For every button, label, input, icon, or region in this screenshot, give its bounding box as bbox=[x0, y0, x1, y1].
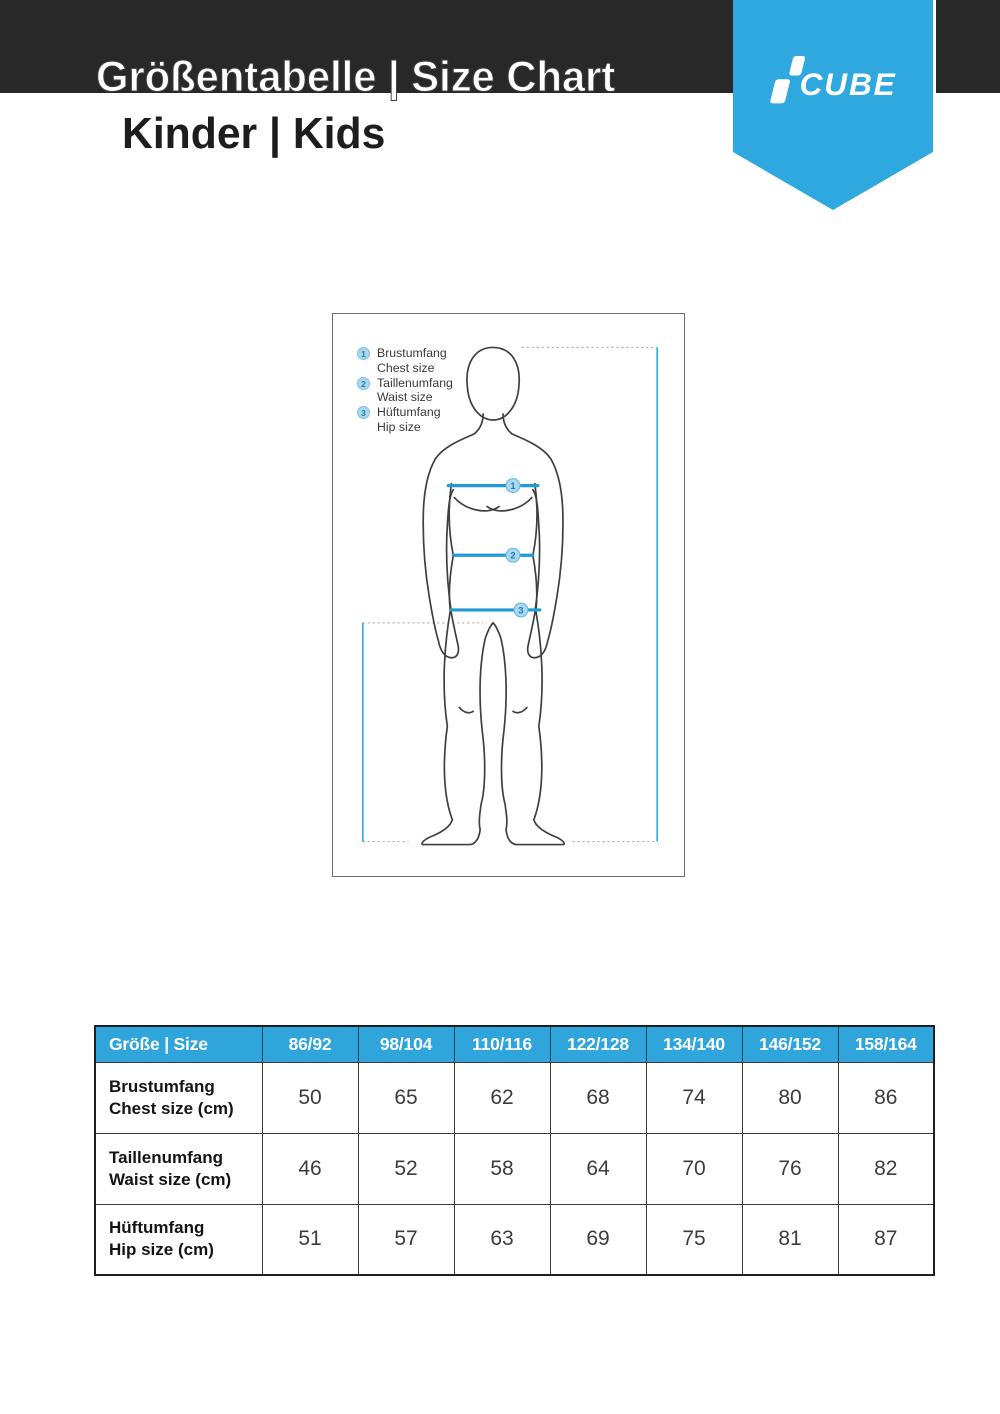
head-outline bbox=[467, 347, 519, 420]
size-table bbox=[94, 1025, 935, 1276]
col-header-110-116: 110/116 bbox=[454, 1026, 550, 1062]
cell-waist-86-92: 46 bbox=[262, 1133, 358, 1204]
torso-leg-right bbox=[493, 484, 564, 845]
waist-marker: 2 bbox=[510, 550, 516, 562]
cell-chest-110-116: 62 bbox=[454, 1062, 550, 1133]
cell-chest-86-92: 50 bbox=[262, 1062, 358, 1133]
hip-marker: 3 bbox=[518, 605, 524, 617]
knee-left bbox=[459, 707, 473, 712]
figure-legend bbox=[357, 346, 453, 435]
cell-chest-134-140: 74 bbox=[646, 1062, 742, 1133]
legend-item-waist bbox=[357, 376, 453, 406]
cell-hip-122-128: 69 bbox=[550, 1204, 646, 1275]
cell-chest-122-128: 68 bbox=[550, 1062, 646, 1133]
chest-marker: 1 bbox=[510, 481, 516, 493]
cell-hip-134-140: 75 bbox=[646, 1204, 742, 1275]
table-row-hip bbox=[95, 1204, 934, 1275]
legend-item-chest bbox=[357, 346, 453, 376]
legend-label-chest: Brustumfang Chest size bbox=[377, 346, 447, 375]
col-header-134-140: 134/140 bbox=[646, 1026, 742, 1062]
cell-waist-122-128: 64 bbox=[550, 1133, 646, 1204]
table-row-chest bbox=[95, 1062, 934, 1133]
cell-hip-98-104: 57 bbox=[358, 1204, 454, 1275]
cube-logo-text: CUBE bbox=[799, 66, 897, 103]
col-header-158-164: 158/164 bbox=[838, 1026, 934, 1062]
cell-waist-98-104: 52 bbox=[358, 1133, 454, 1204]
row-label-hip: Hüftumfang Hip size (cm) bbox=[95, 1204, 262, 1275]
cell-waist-146-152: 76 bbox=[742, 1133, 838, 1204]
cell-hip-146-152: 81 bbox=[742, 1204, 838, 1275]
page-title: Größentabelle | Size Chart bbox=[96, 53, 616, 101]
arm-right bbox=[503, 414, 563, 658]
cell-chest-158-164: 86 bbox=[838, 1062, 934, 1133]
cell-hip-158-164: 87 bbox=[838, 1204, 934, 1275]
cell-hip-86-92: 51 bbox=[262, 1204, 358, 1275]
cube-logo bbox=[755, 54, 913, 110]
row-label-chest: Brustumfang Chest size (cm) bbox=[95, 1062, 262, 1133]
row-label-waist: Taillenumfang Waist size (cm) bbox=[95, 1133, 262, 1204]
legend-badge-3: 3 bbox=[357, 406, 370, 419]
knee-right bbox=[513, 707, 527, 712]
col-header-86-92: 86/92 bbox=[262, 1026, 358, 1062]
page-subtitle: Kinder | Kids bbox=[122, 109, 386, 158]
cell-waist-134-140: 70 bbox=[646, 1133, 742, 1204]
cell-waist-110-116: 58 bbox=[454, 1133, 550, 1204]
cell-chest-146-152: 80 bbox=[742, 1062, 838, 1133]
legend-label-waist: Taillenumfang Waist size bbox=[377, 375, 453, 405]
torso-leg-left bbox=[422, 484, 493, 845]
ribbon-gap bbox=[933, 0, 936, 93]
table-row-waist bbox=[95, 1133, 934, 1204]
size-table-header-row bbox=[95, 1026, 934, 1062]
legend-badge-1: 1 bbox=[357, 347, 370, 360]
col-header-98-104: 98/104 bbox=[358, 1026, 454, 1062]
arm-left bbox=[423, 414, 483, 658]
col-header-146-152: 146/152 bbox=[742, 1026, 838, 1062]
legend-badge-2: 2 bbox=[357, 377, 370, 390]
measurement-figure-box bbox=[332, 313, 685, 877]
brand-ribbon bbox=[733, 0, 933, 210]
col-header-122-128: 122/128 bbox=[550, 1026, 646, 1062]
measurement-badges bbox=[506, 479, 528, 617]
cell-hip-110-116: 63 bbox=[454, 1204, 550, 1275]
cell-waist-158-164: 82 bbox=[838, 1133, 934, 1204]
legend-label-hip: Hüftumfang Hip size bbox=[377, 405, 441, 434]
cell-chest-98-104: 65 bbox=[358, 1062, 454, 1133]
legend-item-hip bbox=[357, 405, 453, 435]
col-header-size: Größe | Size bbox=[95, 1026, 262, 1062]
